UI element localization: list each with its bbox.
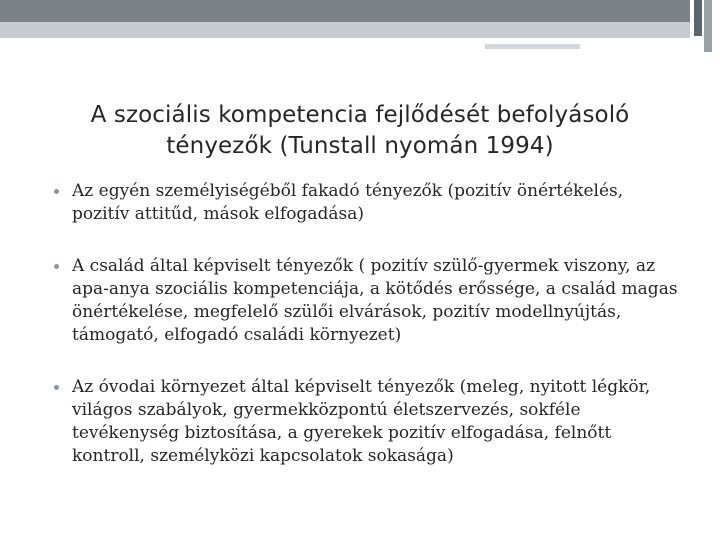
bullet-text: Az egyén személyiségéből fakadó tényezők (pozitív önértékelés, pozitív attitűd, mások elfogadása): [72, 181, 624, 224]
bullet-icon: [54, 264, 59, 269]
bullet-icon: [54, 385, 59, 390]
bullet-list: [52, 180, 680, 468]
bullet-text: Az óvodai környezet által képviselt tényezők (meleg, nyitott légkör, világos szabályok, gyermekközpontú életszervezés, sokféle tevékenység biztosítása, a gyerekek pozitív elfogadása, felnőtt kontroll, személyközi kapcsolatok sokasága): [72, 377, 651, 466]
bullet-item: [52, 376, 680, 468]
top-decoration-accent: [485, 44, 580, 49]
bullet-text: A család által képviselt tényezők ( pozitív szülő-gyermek viszony, az apa-anya szociális kompetenciája, a kötődés erőssége, a család magas önértékelése, megfelelő szülői elvárások, pozitív modellnyújtás, támogató, elfogadó családi környezet): [72, 256, 678, 345]
bullet-item: [52, 180, 680, 226]
bullet-icon: [54, 189, 59, 194]
slide-title: A szociális kompetencia fejlődését befolyásoló tényezők (Tunstall nyomán 1994): [90, 102, 630, 159]
corner-decoration-bar: [704, 0, 712, 52]
top-decoration-bar-light: [0, 22, 690, 38]
corner-decoration-bar: [694, 0, 702, 36]
bullet-item: [52, 255, 680, 347]
top-decoration-bar-dark: [0, 0, 690, 22]
